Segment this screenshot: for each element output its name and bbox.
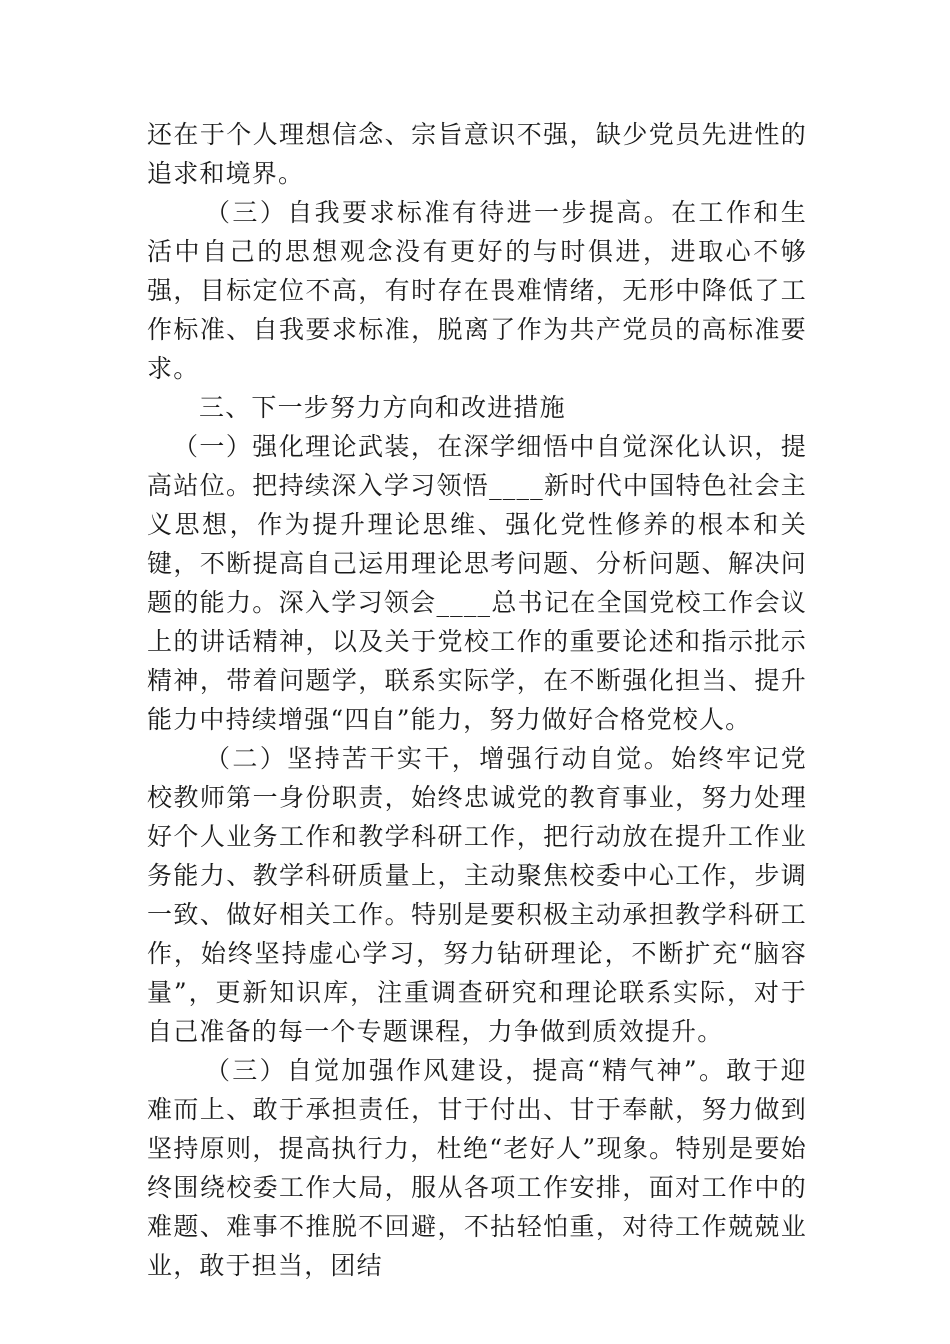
section-heading-3: 三、下一步努力方向和改进措施 — [199, 393, 566, 422]
paragraph-section-2-3: （三）自我要求标准有待进一步提高。在工作和生活中自己的思想观念没有更好的与时俱进，进取心不够强，目标定位不高，有时存在畏难情绪，无形中降低了工作标准、自我要求标准，脱离了作为共产党员的高标准要求。 — [147, 198, 807, 383]
paragraph-section-3-1: （一）强化理论武装，在深学细悟中自觉深化认识，提高站位。把持续深入学习领悟____新时代中国特色社会主义思想，作为提升理论思维、强化党性修养的根本和关键，不断提高自己运用理论思考问题、分析问题、解决问题的能力。深入学习领会____总书记在全国党校工作会议上的讲话精神，以及关于党校工作的重要论述和指示批示精神，带着问题学，联系实际学，在不断强化担当、提升能力中持续增强“四自”能力，努力做好合格党校人。 — [147, 432, 807, 734]
document-body — [147, 115, 807, 1285]
paragraph-continuation: 还在于个人理想信念、宗旨意识不强，缺少党员先进性的追求和境界。 — [147, 120, 807, 188]
paragraph-section-3-2: （二）坚持苦干实干，增强行动自觉。始终牢记党校教师第一身份职责，始终忠诚党的教育事业，努力处理好个人业务工作和教学科研工作，把行动放在提升工作业务能力、教学科研质量上，主动聚焦校委中心工作，步调一致、做好相关工作。特别是要积极主动承担教学科研工作，始终坚持虚心学习，努力钻研理论，不断扩充“脑容量”，更新知识库，注重调查研究和理论联系实际，对于自己准备的每一个专题课程，力争做到质效提升。 — [147, 744, 807, 1046]
paragraph-section-3-3: （三）自觉加强作风建设，提高“精气神”。敢于迎难而上、敢于承担责任，甘于付出、甘于奉献，努力做到坚持原则，提高执行力，杜绝“老好人”现象。特别是要始终围绕校委工作大局，服从各项工作安排，面对工作中的难题、难事不推脱不回避，不拈轻怕重，对待工作兢兢业业，敢于担当，团结 — [147, 1056, 807, 1280]
